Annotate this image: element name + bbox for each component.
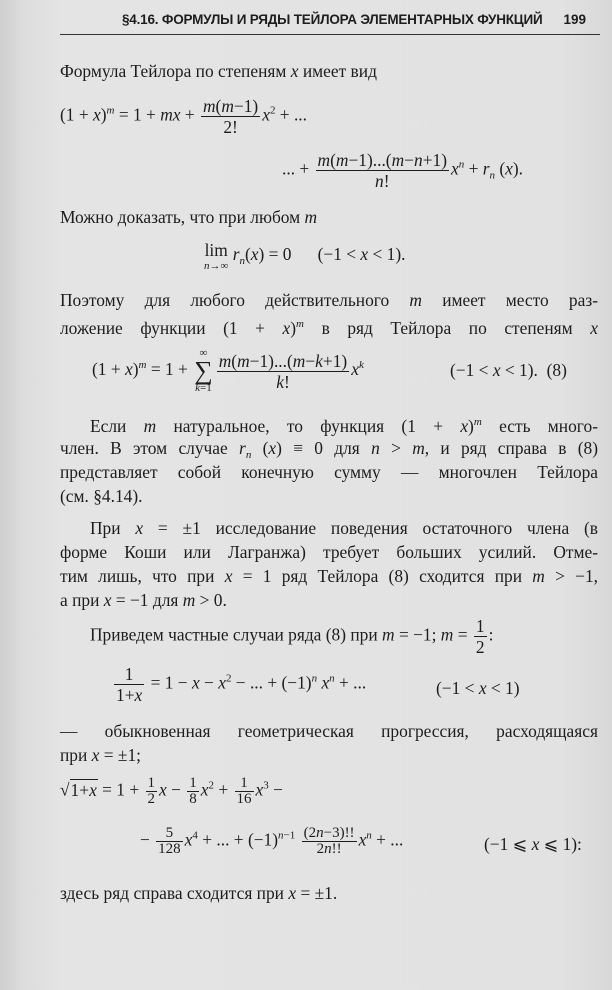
formula-taylor-line-1: $(1 + x)^m = 1$ + mx + $\frac{m(m-1)}{2!}$ $x^2$ + ...	[60, 96, 307, 137]
paragraph-geometric-1: — обыкновенная геометрическая прогрессия, расходящаяся	[60, 721, 598, 741]
paragraph-natural-3: представляет собой конечную сумму — многочлен Тейлора	[60, 462, 598, 482]
formula-geometric-domain: (−1 < x < 1)	[436, 678, 520, 698]
formula-binomial-domain: (−1 < x < 1). (8)	[450, 360, 567, 380]
section-title: §4.16. ФОРМУЛЫ И РЯДЫ ТЕЙЛОРА ЭЛЕМЕНТАРНЫХ ФУНКЦИЙ	[122, 12, 543, 27]
paragraph-hence-2: ложение функции $(1 + x)^m$ в ряд Тейлора по степеням x	[60, 318, 598, 338]
paragraph-natural-4: (см. §4.14).	[60, 486, 143, 506]
paragraph-pm-3: тим лишь, что при x = 1 ряд Тейлора (8) сходится при m > −1,	[60, 566, 599, 586]
page-number: 199	[563, 12, 586, 27]
paragraph-geometric-2: при x = ±1;	[60, 745, 141, 765]
formula-binomial-series: $(1 + x)^m = 1$ + ∞ ∑ k=1 $\frac{m(m-1)...(m-k+1)}{k!}$ $x^k$	[92, 347, 364, 394]
formula-sqrt-domain: (−1 ⩽ x ⩽ 1):	[484, 834, 582, 854]
formula-sqrt-line-1: √1+x = 1 + $\frac{1}{2}$ x − $\frac{1}{8}$ $x^2$ + $\frac{1}{16}$ $x^3$ −	[60, 775, 283, 807]
paragraph-special-cases: Приведем частные случаи ряда (8) при m = −1; m = $\frac{1}{2}$ :	[90, 616, 494, 657]
running-header	[60, 8, 600, 35]
formula-geometric-series: $\frac{1}{1+x}$ = $1 - x - x^2$ − ... + $(-1)^n$ $x^n$ + ...	[116, 664, 367, 705]
formula-taylor-line-2: ... + $\frac{m(m-1)...(m-n+1)}{n!}$ $x^n + r_n$ (x).	[282, 150, 524, 191]
paragraph-natural-2: член. В этом случае $r_n$ (x) ≡ 0 для n > m, и ряд справа в (8)	[60, 438, 598, 461]
paragraph-pm-4: а при x = −1 для m > 0.	[60, 590, 227, 610]
paragraph-natural-1: Если m натуральное, то функция $(1 + x)^m$ есть много-	[90, 416, 598, 436]
formula-limit: lim n→∞ $r_n(x) = 0$ (−1 < x < 1).	[204, 240, 406, 272]
formula-sqrt-line-2: − $\frac{5}{128}$ $x^4$ + ... + $(-1)^{n-1}$ $\frac{(2n-3)!!}{2n!!}$ $x^n$ + ...	[140, 825, 404, 857]
paragraph-final: здесь ряд справа сходится при x = ±1.	[60, 883, 338, 903]
paragraph-intro: Формула Тейлора по степеням x имеет вид	[60, 61, 377, 81]
paragraph-pm-2: форме Коши или Лагранжа) требует больших усилий. Отме-	[60, 542, 598, 562]
paragraph-can-prove: Можно доказать, что при любом m	[60, 207, 318, 227]
paragraph-pm-1: При x = ±1 исследование поведения остаточного члена (в	[90, 518, 598, 538]
paragraph-hence-1: Поэтому для любого действительного m имеет место раз-	[60, 290, 598, 310]
